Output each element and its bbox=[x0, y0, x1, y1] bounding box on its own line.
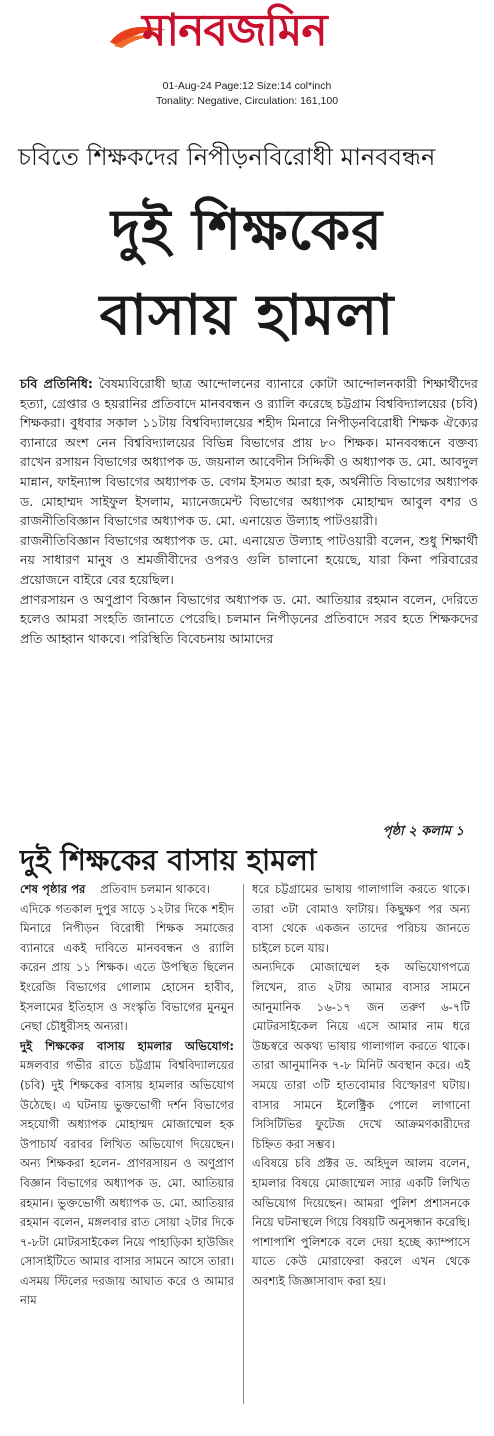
newspaper-logo: মানবজমিন bbox=[142, 5, 327, 56]
continued-on-marker: পৃষ্ঠা ২ কলাম ১ bbox=[382, 824, 464, 839]
headline-line-2: বাসায় হামলা bbox=[99, 283, 395, 348]
article-kicker: চবিতে শিক্ষকদের নিপীড়নবিরোধী মানববন্ধন bbox=[18, 143, 436, 171]
paragraph-text: বৈষম্যবিরোধী ছাত্র আন্দোলনের ব্যানারে কোটা আন্দোলনকারী শিক্ষার্থীদের হত্যা, গ্রেপ্তার ও হয়রানির প্রতিবাদে মানববন্ধন ও র‍্যালি করেছে চট্টগ্রাম বিশ্ববিদ্যালয়ের (চবি) শিক্ষকরা। বুধবার সকাল ১১টায় বিশ্ববিদ্যালয়ের শহীদ মিনারে নিপীড়নবিরোধী শিক্ষক ঐক্যের ব্যানারে অংশ নেন বিশ্ববিদ্যালয়ের বিভিন্ন বিভাগের প্রায় ৮০ শিক্ষক। মানববন্ধনে বক্তব্য রাখেন রসায়ন বিভাগের অধ্যাপক ড. জয়নাল আবেদীন সিদ্দিকী ও অধ্যাপক ড. মো. আবদুল মান্নান, ফাইন্যান্স বিভাগের অধ্যাপক ড. বেগম ইসমত আরা হক, অর্থনীতি বিভাগের অধ্যাপক ড. মোহাম্মদ সাইফুল ইসলাম, ম্যানেজমেন্ট বিভাগের অধ্যাপক মোহাম্মদ আবুল বশর ও রাজনীতিবিজ্ঞান বিভাগের অধ্যাপক ড. মো. এনায়েত উল্যাহ পাটওয়ারী। bbox=[20, 376, 478, 529]
jump-paragraph bbox=[20, 880, 234, 900]
article-paragraph-2: রাজনীতিবিজ্ঞান বিভাগের অধ্যাপক ড. মো. এনায়েত উল্যাহ পাটওয়ারী বলেন, শুধু শিক্ষার্থী নয় সাধারণ মানুষ ও শ্রমজীবীদের ওপরও গুলি চালানো হয়েছে, যারা কিনা পরিবারের প্রয়োজনে বাইরে বের হয়েছিল। bbox=[20, 532, 478, 587]
clipping-meta-date: 01-Aug-24 Page:12 Size:14 col*inch bbox=[162, 80, 332, 92]
subheading: দুই শিক্ষকের বাসায় হামলার অভিযোগ: bbox=[20, 1038, 234, 1053]
jump-column-left bbox=[20, 880, 234, 1311]
column-divider bbox=[243, 884, 244, 1404]
dateline: চবি প্রতিনিধি: bbox=[20, 376, 93, 391]
jump-paragraph: এবিষয়ে চবি প্রক্টর ড. অহিদুল আলম বলেন, হামলার বিষয়ে মোজাম্মেল স্যার একটি লিখিত অভিযোগ দিয়েছেন। আমরা পুলিশ প্রশাসনকে নিয়ে ঘটনাস্থলে গিয়ে বিষয়টি অনুসন্ধান করেছি। পাশাপাশি পুলিশকে বলে দেয়া হচ্ছে ক্যাম্পাসে যাতে কেউ মোরাফেরা করলে এখন থেকে অবশ্যই জিজ্ঞাসাবাদ করা হয়। bbox=[252, 1156, 470, 1288]
headline-line-1: দুই শিক্ষকের bbox=[110, 198, 384, 263]
jump-paragraph: এদিকে গতকাল দুপুর সাড়ে ১২টার দিকে শহীদ মিনারে নিপীড়ন বিরোধী শিক্ষক সমাজের ব্যানারে একই দাবিতে মানববন্ধন ও র‍্যালি করেন প্রায় ১১ শিক্ষক। এতে উপস্থিত ছিলেন ইংরেজি বিভাগের গোলাম হোসেন হাবীব, ইসলামের ইতিহাস ও সংস্কৃতি বিভাগের মুনমুন নেছা চৌধুরীসহ অন্যরা। bbox=[20, 901, 234, 1034]
article-paragraph-3: প্রাণরসায়ন ও অণুপ্রাণ বিজ্ঞান বিভাগের অধ্যাপক ড. মো. আতিয়ার রহমান বলেন, দেরিতে হলেও আমরা সংহতি জানাতে পেরেছি। চলমান নিপীড়নের প্রতিবাদে সরব হতে শিক্ষকদের প্রতি আহ্বান থাকবে। পরিস্থিতি বিবেচনায় আমাদের bbox=[20, 591, 478, 646]
paragraph-text: প্রতিবাদ চলমান থাকবে। bbox=[100, 882, 211, 896]
clipping-meta-tonality: Tonality: Negative, Circulation: 161,100 bbox=[155, 95, 339, 107]
masthead bbox=[0, 0, 494, 70]
jump-paragraph: ধরে চট্টগ্রামের ভাষায় গালাগালি করতে থাকে। তারা ৩টা বোমাও ফাটায়। কিছুক্ষণ পর অন্য বাসা থেকে একজন তাদের পরিচয় জানতে চাইলে চলে যায়। bbox=[252, 882, 470, 955]
article-body bbox=[20, 374, 478, 648]
paragraph-text: মঙ্গলবার গভীর রাতে চট্টগ্রাম বিশ্ববিদ্যালয়ের (চবি) দুই শিক্ষকের বাসায় হামলার অভিযোগ উঠেছে। এ ঘটনায় ভুক্তভোগী দর্শন বিভাগের সহযোগী অধ্যাপক মোহাম্মদ মোজাম্মেল হক উপাচার্য বরাবর লিখিত অভিযোগ দিয়েছেন। অন্য শিক্ষকরা হলেন- প্রাণরসায়ন ও অণুপ্রাণ বিজ্ঞান বিভাগের অধ্যাপক ড. মো. আতিয়ার রহমান। ভুক্তভোগী অধ্যাপক ড. মো. আতিয়ার রহমান বলেন, মঙ্গলবার রাত সোয়া ২টার দিকে ৭-৮টা মোটরসাইকেল নিয়ে পাহাড়িকা হাউজিং সোসাইটিতে আমার বাসার সামনে আসে তারা। এসময় স্টিলের দরজায় আঘাত করে ও আমার নাম bbox=[20, 1058, 234, 1308]
continued-from-label: শেষ পৃষ্ঠার পর bbox=[20, 882, 86, 896]
jump-paragraph: অন্যদিকে মোজাম্মেল হক অভিযোগপত্রে লিখেন, রাত ২টায় আমার বাসার সামনে আনুমানিক ১৬-১৭ জন তরুণ ৬-৭টি মোটরসাইকেল নিয়ে এসে আমার নাম ধরে উচ্চস্বরে অকথ্য ভাষায় গালাগাল করতে থাকে। তারা আনুমানিক ৭-৮ মিনিট অবস্থান করে। এই সময়ে তারা ৩টি হাতবোমার বিস্ফোরণ ঘটায়। বাসার সামনে ইলেক্ট্রিক পোলে লাগানো সিসিটিভির ফুটেজ দেখে আক্রমণকারীদের চিহ্নিত করা সম্ভব। bbox=[252, 960, 470, 1151]
jump-column-right bbox=[252, 880, 470, 1291]
jump-headline: দুই শিক্ষকের বাসায় হামলা bbox=[20, 843, 317, 877]
jump-paragraph bbox=[20, 1037, 234, 1311]
article-paragraph-1 bbox=[20, 374, 478, 531]
